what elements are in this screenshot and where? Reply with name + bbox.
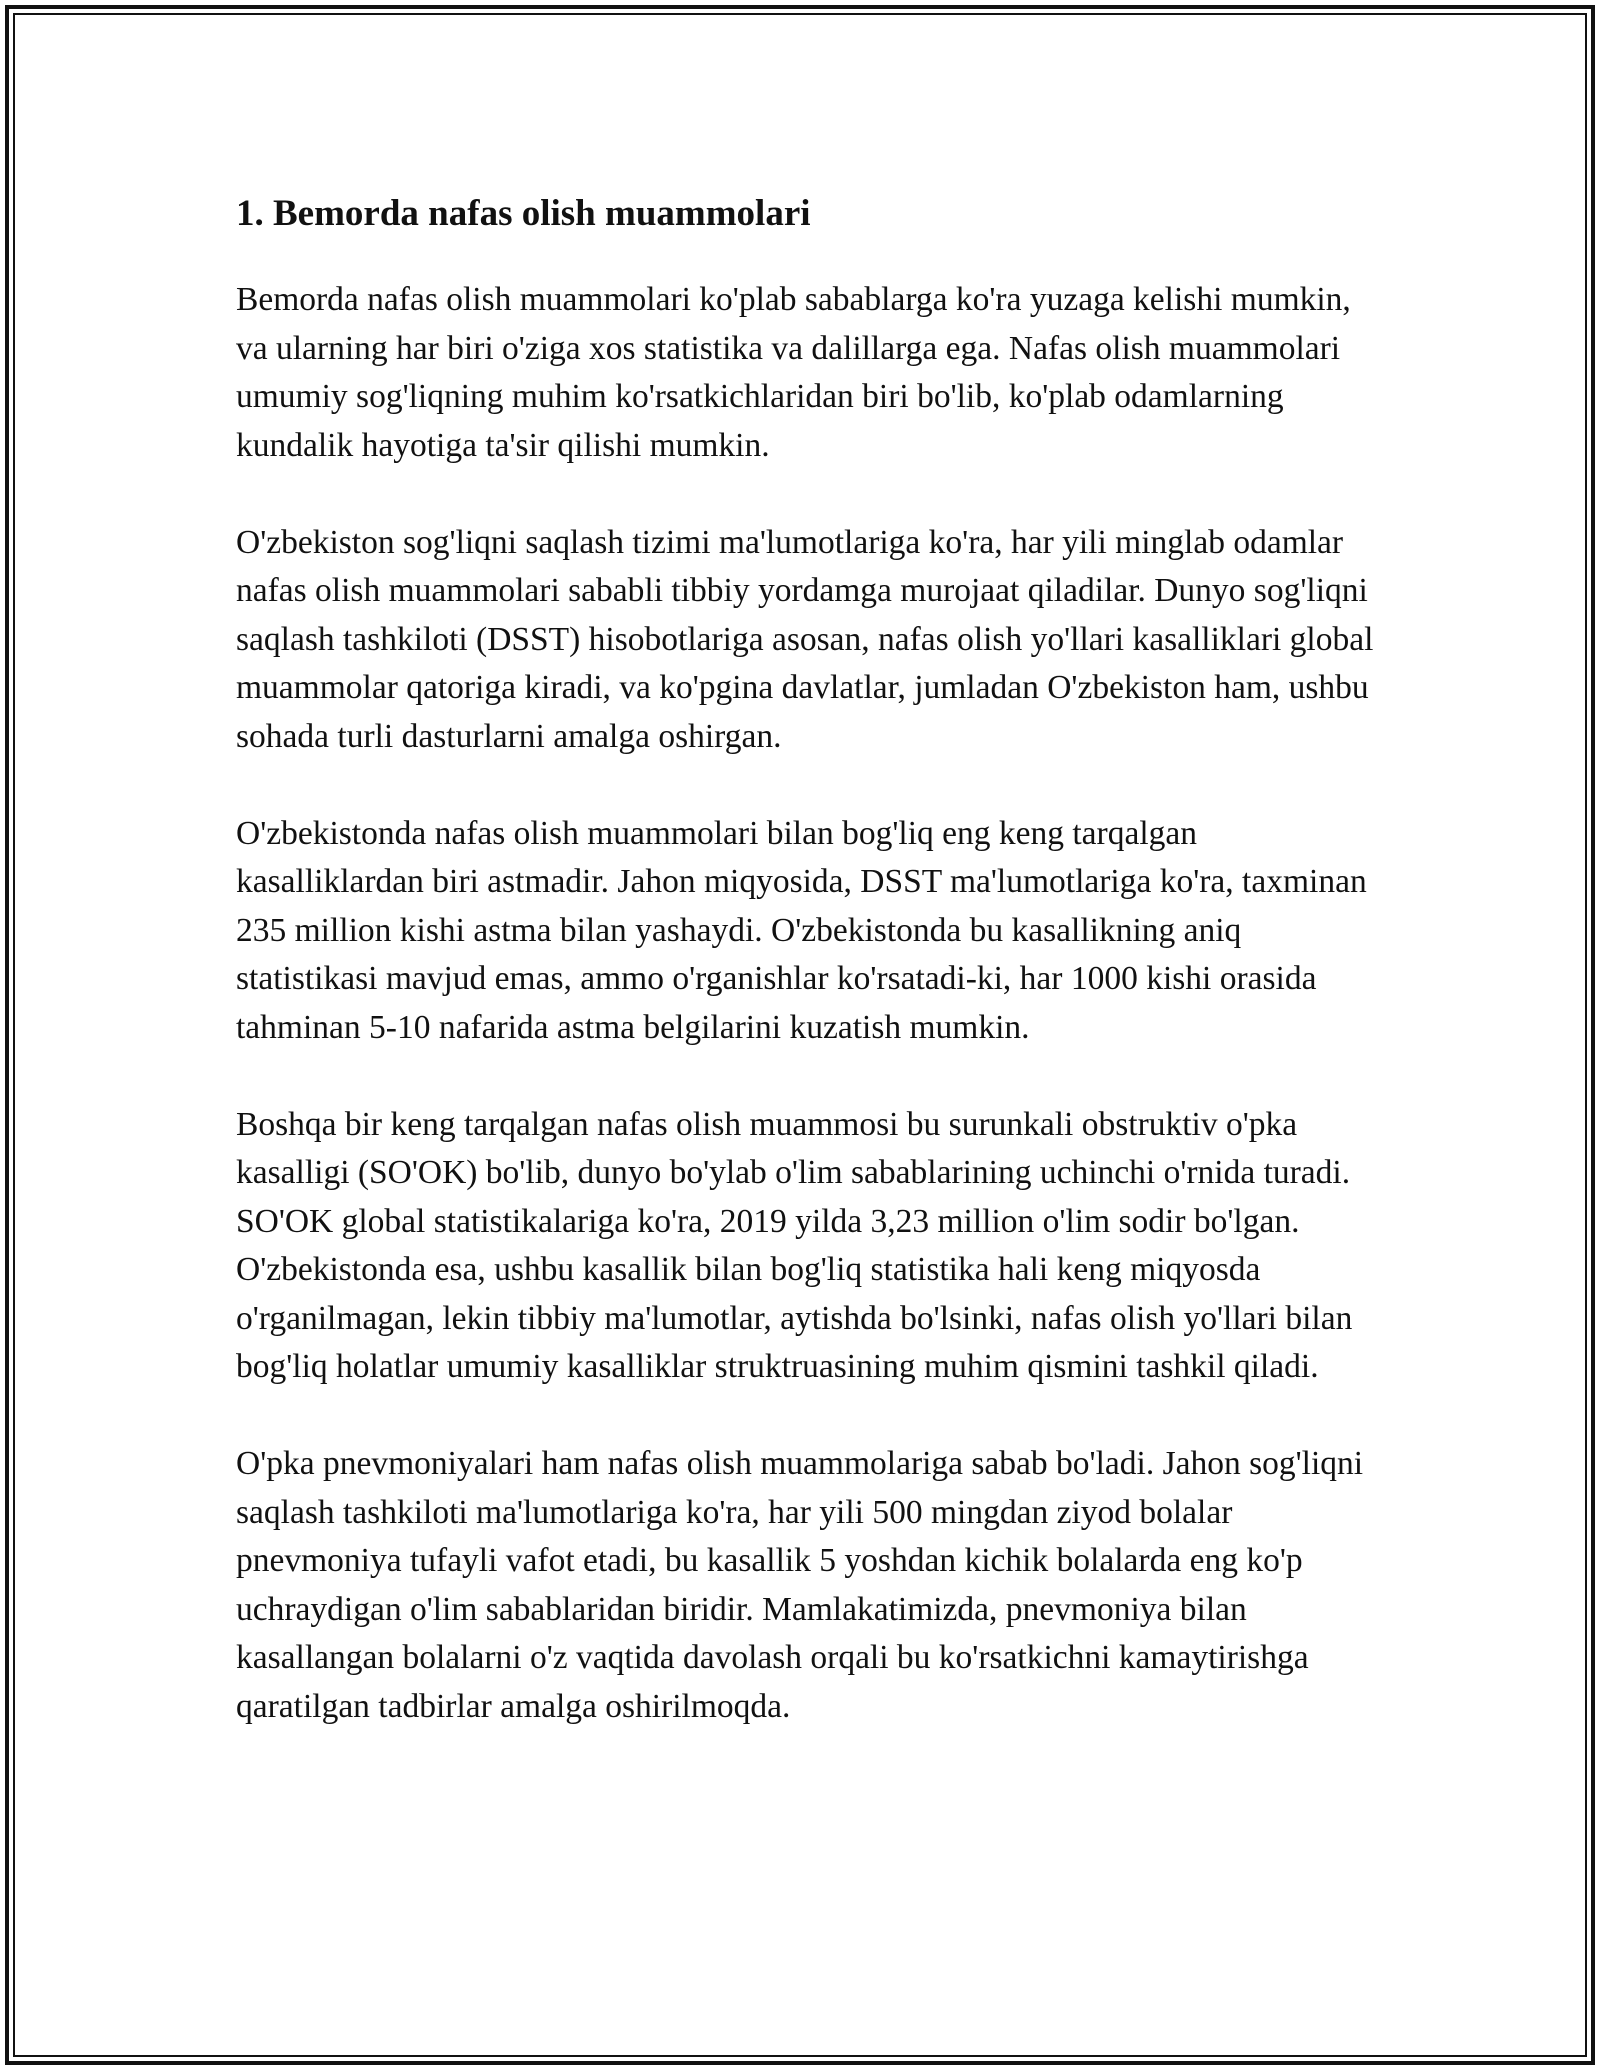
document-body: [236, 186, 1386, 1780]
section-heading: 1. Bemorda nafas olish muammolari: [236, 193, 811, 234]
paragraph-3: O'zbekistonda nafas olish muammolari bilan bog'liq eng keng tarqalgan kasalliklardan biri astmadir. Jahon miqyosida, DSST ma'lumotlariga ko'ra, taxminan 235 million kishi astma bilan yashaydi. O'zbekistonda bu kasallikning aniq statistikasi mavjud emas, ammo o'rganishlar ko'rsatadi-ki, har 1000 kishi orasida tahminan 5-10 nafarida astma belgilarini kuzatish mumkin.: [236, 814, 1367, 1046]
paragraph-5: O'pka pnevmoniyalari ham nafas olish muammolariga sabab bo'ladi. Jahon sog'liqni saqlash tashkiloti ma'lumotlariga ko'ra, har yili 500 mingdan ziyod bolalar pnevmoniya tufayli vafot etadi, bu kasallik 5 yoshdan kichik bolalarda eng ko'p uchraydigan o'lim sabablaridan biridir. Mamlakatimizda, pnevmoniya bilan kasallangan bolalarni o'z vaqtida davolash orqali bu ko'rsatkichni kamaytirishga qaratilgan tadbirlar amalga oshirilmoqda.: [236, 1445, 1364, 1725]
paragraph-1: Bemorda nafas olish muammolari ko'plab sabablarga ko'ra yuzaga kelishi mumkin, va ularning har biri o'ziga xos statistika va dalillarga ega. Nafas olish muammolari umumiy sog'liqning muhim ko'rsatkichlaridan biri bo'lib, ko'plab odamlarning kundalik hayotiga ta'sir qilishi mumkin.: [236, 281, 1351, 464]
paragraph-4: Boshqa bir keng tarqalgan nafas olish muammosi bu surunkali obstruktiv o'pka kasalligi (SO'OK) bo'lib, dunyo bo'ylab o'lim sabablarining uchinchi o'rnida turadi. SO'OK global statistikalariga ko'ra, 2019 yilda 3,23 million o'lim sodir bo'lgan. O'zbekistonda esa, ushbu kasallik bilan bog'liq statistika hali keng miqyosda o'rganilmagan, lekin tibbiy ma'lumotlar, aytishda bo'lsinki, nafas olish yo'llari bilan bog'liq holatlar umumiy kasalliklar struktruasining muhim qismini tashkil qiladi.: [236, 1105, 1353, 1385]
paragraph-2: O'zbekiston sog'liqni saqlash tizimi ma'lumotlariga ko'ra, har yili minglab odamlar nafas olish muammolari sababli tibbiy yordamga murojaat qiladilar. Dunyo sog'liqni saqlash tashkiloti (DSST) hisobotlariga asosan, nafas olish yo'llari kasalliklari global muammolar qatoriga kiradi, va ko'pgina davlatlar, jumladan O'zbekiston ham, ushbu sohada turli dasturlarni amalga oshirgan.: [236, 523, 1374, 755]
